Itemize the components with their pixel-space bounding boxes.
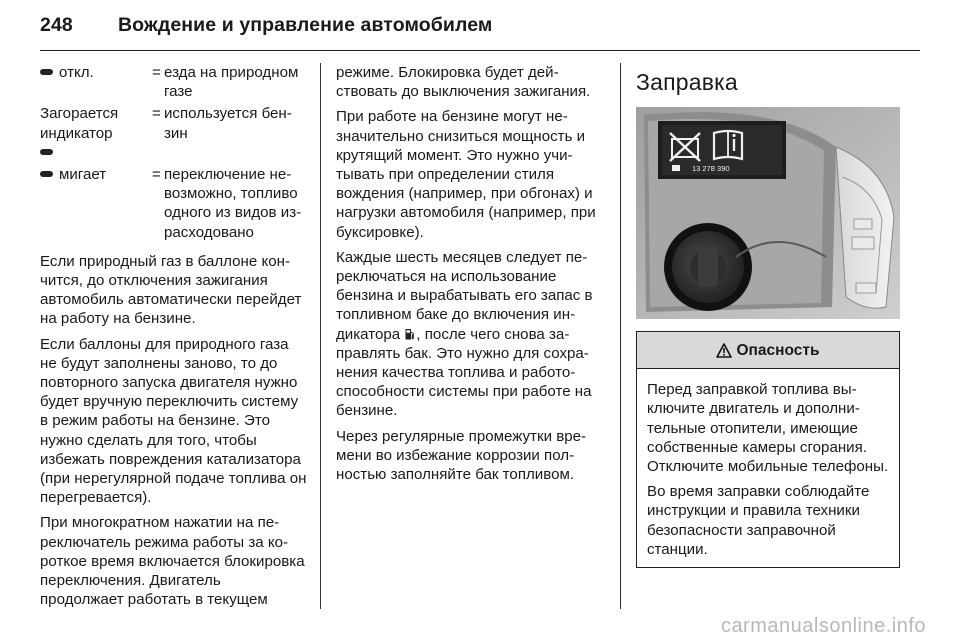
page-title: Вождение и управление автомобилем [118, 14, 493, 36]
warning-paragraph: Во время заправки соблюдайте инструкции и правила техники безопасности заправочной станции. [647, 483, 870, 558]
indicator-table-row [40, 104, 308, 162]
warning-title: Опасность [736, 341, 820, 359]
indicator-table-row [40, 63, 308, 101]
indicator-key: мигает [59, 166, 107, 184]
indicator-value: используется бензин [164, 105, 292, 142]
section-title: Заправка [636, 69, 738, 95]
paragraph: Каждые шесть месяцев следует переключаться на использование бензина и вырабатывать его запас в топливном баке до включения индикатора , после чего снова заправлять бак. Это нужно для сохранения качества топлива и работоспособности системы при работе на бензине. [336, 248, 593, 420]
page-number: 248 [40, 14, 73, 36]
header-divider [40, 50, 920, 51]
led-indicator-icon [40, 69, 53, 75]
danger-warning-box [636, 331, 900, 568]
page-header [40, 14, 492, 37]
column-3 [636, 63, 901, 568]
led-indicator-icon [40, 149, 53, 155]
fuel-pump-icon [405, 328, 415, 340]
paragraph: режиме. Блокировка будет действовать до выключения зажигания. [336, 64, 591, 101]
label-code: 13 278 390 [692, 164, 730, 174]
warning-header [637, 332, 899, 369]
warning-triangle-icon [716, 343, 732, 358]
column-2 [336, 63, 604, 490]
paragraph: Через регулярные промежутки времени во избежание коррозии полностью заполняйте бак топливом. [336, 427, 587, 484]
equals-sign: = [152, 166, 161, 184]
fuel-flap-photo [636, 107, 900, 319]
indicator-table-row [40, 165, 308, 242]
indicator-value: переключение невозможно, топливо одного из видов израсходовано [164, 166, 302, 241]
paragraph: Если баллоны для природного газа не будут заполнены заново, то до повторного запуска двигателя нужно будет вручную переключить систему в режим работы на бензине. Это нужно сделать для того, чтобы избежать повреждения катализатора (при нерегулярной подаче топлива он перегревается). [40, 335, 307, 507]
watermark: carmanualsonline.info [720, 615, 926, 637]
led-indicator-icon [40, 171, 53, 177]
paragraph: Если природный газ в баллоне кончится, до отключения зажигания автомобиль автоматически перейдет на работу на бензине. [40, 252, 302, 328]
column-divider-1 [320, 63, 321, 609]
equals-sign: = [152, 105, 161, 123]
indicator-value: езда на природном газе [164, 64, 299, 101]
equals-sign: = [152, 64, 161, 81]
warning-paragraph: Перед заправкой топлива выключите двигатель и дополнительные отопители, имеющие собственные камеры сгорания. Отключите мобильные телефоны. [647, 381, 889, 476]
warning-body [637, 369, 899, 567]
column-1 [40, 63, 308, 615]
indicator-key: откл. [59, 64, 94, 81]
column-divider-2 [620, 63, 621, 609]
indicator-key: Загорается индикатор [40, 105, 119, 142]
paragraph: При работе на бензине могут незначительно снизиться мощность и крутящий момент. Это нужно учитывать при определении стиля вождения (например, при обгонах) и нагрузки автомобиля (например, при буксировке). [336, 108, 596, 241]
paragraph: При многократном нажатии на переключатель режима работы за короткое время включается блокировка переключения. Двигатель продолжает работать в текущем [40, 514, 305, 609]
